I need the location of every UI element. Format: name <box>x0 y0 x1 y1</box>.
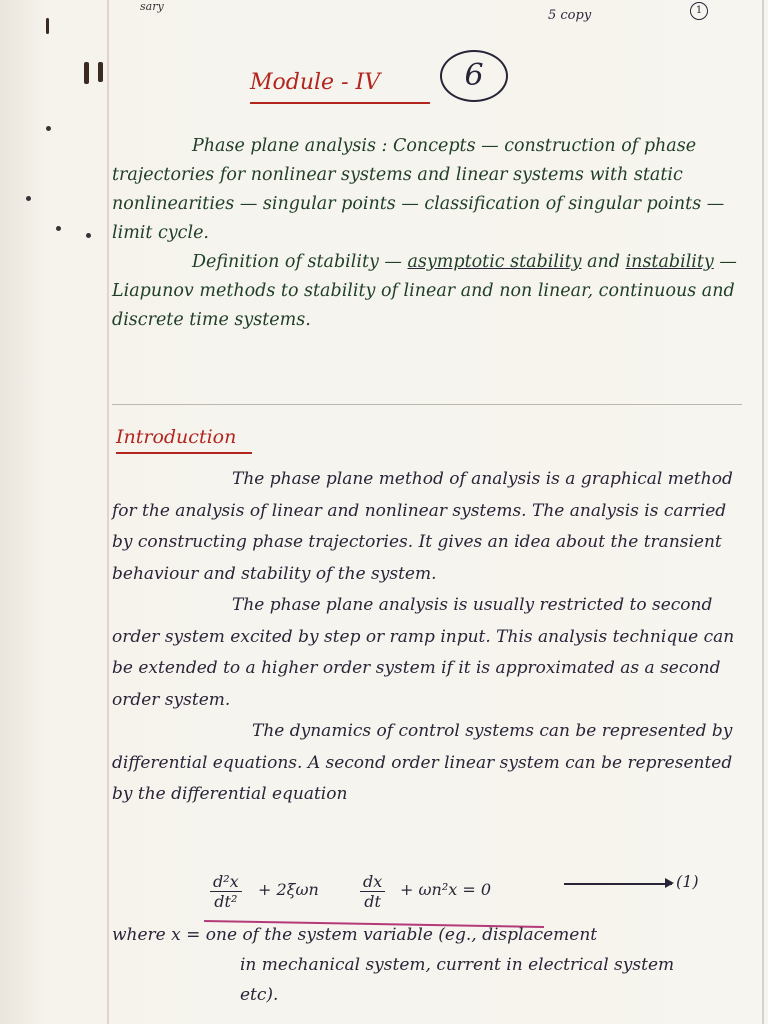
section-separator <box>112 404 742 405</box>
asymptotic-stability-term: asymptotic stability <box>407 252 582 272</box>
fraction-denominator: dt² <box>214 892 238 911</box>
page-mark <box>56 226 61 231</box>
page-mark <box>86 233 91 238</box>
intro-text-2: The phase plane analysis is usually restricted to second order system excited by step or ramp input. This analysis technique can be extended to a higher order system if it is approximated as a second order system. <box>112 595 735 710</box>
where-line-1: where x = one of the system variable (eg., displacement <box>112 925 598 945</box>
stiffness-term: + ωn²x = 0 <box>400 880 492 899</box>
where-line-3: etc). <box>240 985 279 1005</box>
fraction-denominator: dt <box>364 892 381 911</box>
heading-underline <box>116 452 252 454</box>
binding-hole <box>98 62 103 82</box>
damping-term: + 2ξωn <box>258 880 319 899</box>
syllabus-text-1: Phase plane analysis : Concepts — construction of phase trajectories for nonlinear systems and linear systems with static nonlinearities — singular points — classification of singular points — limit cycle. <box>112 136 725 243</box>
fraction-numerator: d²x <box>210 872 242 892</box>
margin-line <box>107 0 109 1024</box>
fraction-numerator: dx <box>360 872 385 892</box>
introduction-heading: Introduction <box>116 426 237 448</box>
variable-definition <box>112 920 752 1010</box>
syllabus-text-2a: Definition of stability — <box>192 252 408 272</box>
page-mark <box>26 196 31 201</box>
page-edge <box>762 0 764 1024</box>
introduction-body <box>112 464 748 811</box>
instability-term: instability <box>625 252 714 272</box>
first-derivative-fraction <box>360 872 385 911</box>
copies-note: 5 copy <box>548 8 592 23</box>
second-derivative-fraction <box>210 872 242 911</box>
syllabus-block <box>112 132 742 335</box>
syllabus-text-2b: — Liapunov methods to stability of linear and non linear, continuous and discrete time systems. <box>112 252 737 330</box>
circled-number: 6 <box>440 50 508 102</box>
arrow-icon <box>564 883 672 885</box>
binding-hole <box>46 18 49 34</box>
syllabus-paragraph-1 <box>112 132 742 248</box>
where-line-2: in mechanical system, current in electrical system <box>240 955 675 975</box>
binding-hole <box>84 62 89 84</box>
intro-paragraph-2 <box>112 590 748 716</box>
equation-label: (1) <box>676 872 699 891</box>
syllabus-paragraph-2 <box>112 248 742 335</box>
and-word: and <box>581 252 626 272</box>
top-scrawl: sary <box>140 0 164 13</box>
page-mark <box>46 126 51 131</box>
title-underline <box>250 102 430 104</box>
page-number: 1 <box>690 2 708 20</box>
intro-text-1: The phase plane method of analysis is a graphical method for the analysis of linear and nonlinear systems. The analysis is carried by constructing phase trajectories. It gives an idea about the transient behaviour and stability of the system. <box>112 469 733 584</box>
module-title: Module - IV <box>250 70 381 95</box>
intro-paragraph-1 <box>112 464 748 590</box>
intro-text-3: The dynamics of control systems can be represented by differential equations. A second order linear system can be represented by the differential equation <box>112 721 733 804</box>
intro-paragraph-3 <box>112 716 748 811</box>
